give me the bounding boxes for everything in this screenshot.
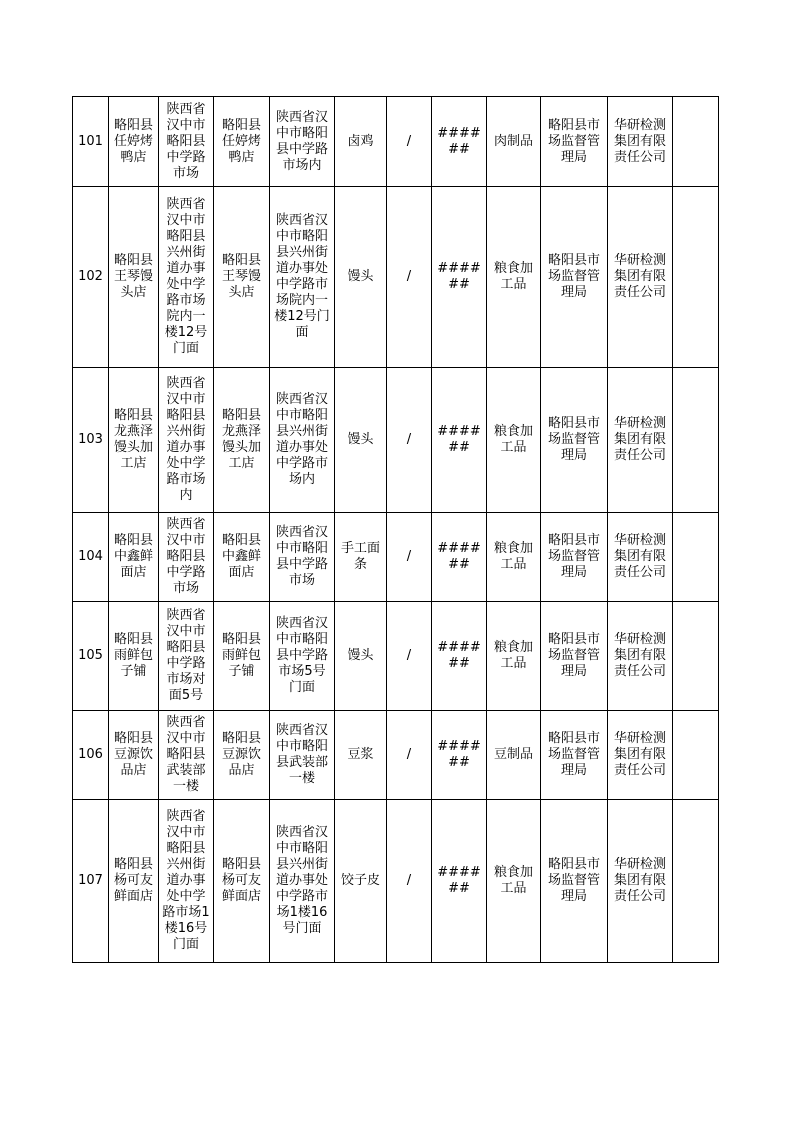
row-number: 103 [73,368,109,513]
row-number: 104 [73,513,109,602]
producer-address: 陕西省汉中市略阳县中学路市场对面5号 [159,602,214,711]
row-number: 106 [73,711,109,800]
sampling-authority: 略阳县市场监督管理局 [541,97,608,187]
food-category: 粮食加工品 [487,800,541,963]
producer-address: 陕西省汉中市略阳县武装部一楼 [159,711,214,800]
specification: / [387,602,432,711]
seller-name: 略阳县中鑫鲜面店 [214,513,270,602]
product-name: 馒头 [335,368,387,513]
seller-name: 略阳县豆源饮品店 [214,711,270,800]
product-name: 豆浆 [335,711,387,800]
product-name: 手工面条 [335,513,387,602]
table-row [73,368,719,513]
food-category: 肉制品 [487,97,541,187]
sampling-authority: 略阳县市场监督管理局 [541,711,608,800]
food-category: 粮食加工品 [487,368,541,513]
seller-name: 略阳县龙燕泽馒头加工店 [214,368,270,513]
remarks [673,513,719,602]
production-date: ###### [432,513,487,602]
remarks [673,187,719,368]
production-date: ###### [432,97,487,187]
food-category: 豆制品 [487,711,541,800]
testing-agency: 华研检测集团有限责任公司 [608,187,673,368]
food-category: 粮食加工品 [487,602,541,711]
producer-address: 陕西省汉中市略阳县兴州街道办事处中学路市场内 [159,368,214,513]
specification: / [387,711,432,800]
remarks [673,97,719,187]
food-category: 粮食加工品 [487,513,541,602]
table-row [73,187,719,368]
row-number: 107 [73,800,109,963]
production-date: ###### [432,800,487,963]
production-date: ###### [432,602,487,711]
table-row [73,800,719,963]
producer-address: 陕西省汉中市略阳县中学路市场 [159,97,214,187]
specification: / [387,187,432,368]
table-row [73,97,719,187]
seller-address: 陕西省汉中市略阳县中学路市场 [270,513,335,602]
producer-address: 陕西省汉中市略阳县兴州街道办事处中学路市场1楼16号门面 [159,800,214,963]
specification: / [387,800,432,963]
production-date: ###### [432,368,487,513]
testing-agency: 华研检测集团有限责任公司 [608,711,673,800]
sampling-authority: 略阳县市场监督管理局 [541,513,608,602]
production-date: ###### [432,187,487,368]
seller-name: 略阳县王琴馒头店 [214,187,270,368]
food-category: 粮食加工品 [487,187,541,368]
seller-address: 陕西省汉中市略阳县中学路市场内 [270,97,335,187]
producer-name: 略阳县豆源饮品店 [109,711,159,800]
product-name: 饺子皮 [335,800,387,963]
seller-name: 略阳县雨鲜包子铺 [214,602,270,711]
specification: / [387,368,432,513]
product-name: 馒头 [335,602,387,711]
testing-agency: 华研检测集团有限责任公司 [608,800,673,963]
seller-name: 略阳县杨可友鲜面店 [214,800,270,963]
specification: / [387,513,432,602]
production-date: ###### [432,711,487,800]
seller-address: 陕西省汉中市略阳县兴州街道办事处中学路市场内 [270,368,335,513]
sampling-authority: 略阳县市场监督管理局 [541,368,608,513]
row-number: 102 [73,187,109,368]
row-number: 101 [73,97,109,187]
testing-agency: 华研检测集团有限责任公司 [608,602,673,711]
sampling-authority: 略阳县市场监督管理局 [541,187,608,368]
remarks [673,800,719,963]
seller-address: 陕西省汉中市略阳县兴州街道办事处中学路市场院内一楼12号门面 [270,187,335,368]
testing-agency: 华研检测集团有限责任公司 [608,368,673,513]
specification: / [387,97,432,187]
producer-name: 略阳县中鑫鲜面店 [109,513,159,602]
seller-address: 陕西省汉中市略阳县武装部一楼 [270,711,335,800]
table-row [73,602,719,711]
producer-address: 陕西省汉中市略阳县兴州街道办事处中学路市场院内一楼12号门面 [159,187,214,368]
remarks [673,602,719,711]
product-name: 馒头 [335,187,387,368]
sampling-authority: 略阳县市场监督管理局 [541,602,608,711]
product-name: 卤鸡 [335,97,387,187]
sampling-authority: 略阳县市场监督管理局 [541,800,608,963]
producer-name: 略阳县王琴馒头店 [109,187,159,368]
seller-address: 陕西省汉中市略阳县兴州街道办事处中学路市场1楼16号门面 [270,800,335,963]
producer-address: 陕西省汉中市略阳县中学路市场 [159,513,214,602]
remarks [673,368,719,513]
producer-name: 略阳县任婷烤鸭店 [109,97,159,187]
testing-agency: 华研检测集团有限责任公司 [608,513,673,602]
producer-name: 略阳县龙燕泽馒头加工店 [109,368,159,513]
table-row [73,711,719,800]
seller-address: 陕西省汉中市略阳县中学路市场5号门面 [270,602,335,711]
producer-name: 略阳县杨可友鲜面店 [109,800,159,963]
producer-name: 略阳县雨鲜包子铺 [109,602,159,711]
remarks [673,711,719,800]
row-number: 105 [73,602,109,711]
testing-agency: 华研检测集团有限责任公司 [608,97,673,187]
sampling-results-table [72,96,719,963]
table-row [73,513,719,602]
seller-name: 略阳县任婷烤鸭店 [214,97,270,187]
